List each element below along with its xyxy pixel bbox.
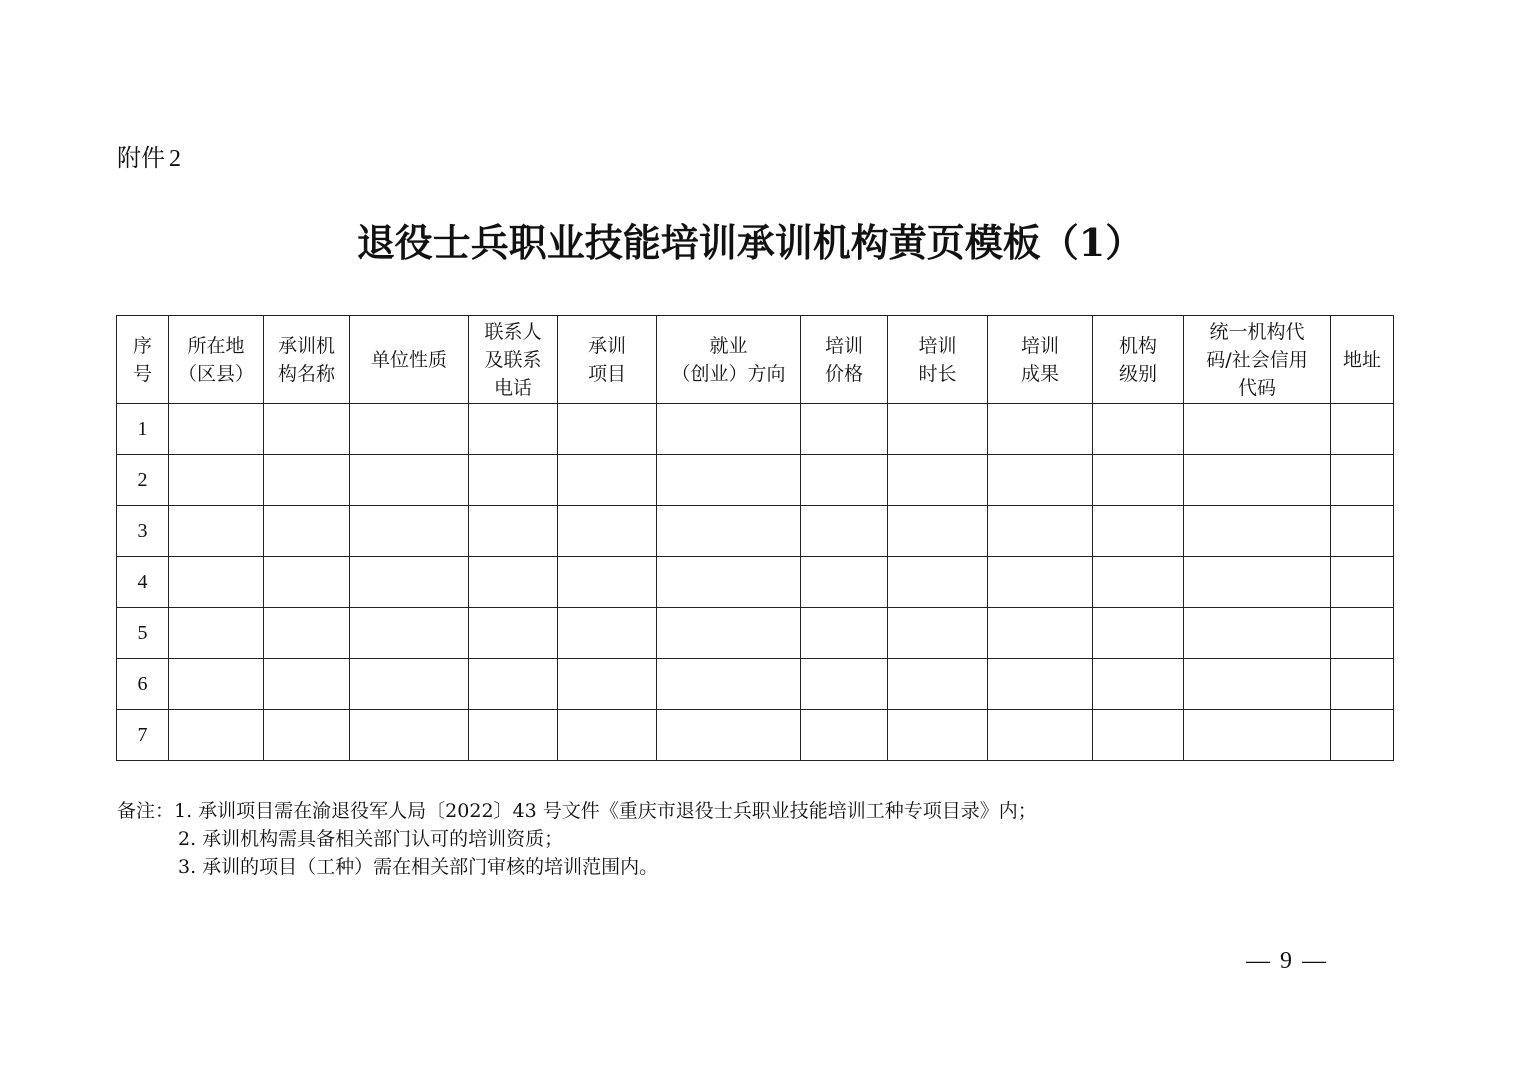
empty-cell	[469, 608, 558, 659]
empty-cell	[469, 455, 558, 506]
row-number-cell: 7	[117, 710, 169, 761]
column-header: 地址	[1331, 316, 1394, 404]
row-number-cell: 5	[117, 608, 169, 659]
document-title: 退役士兵职业技能培训承训机构黄页模板（1）	[356, 220, 1144, 265]
column-header: 培训 成果	[988, 316, 1093, 404]
empty-cell	[888, 404, 988, 455]
empty-cell	[1331, 404, 1394, 455]
empty-cell	[264, 404, 350, 455]
empty-cell	[558, 455, 657, 506]
empty-cell	[264, 710, 350, 761]
table-row	[117, 557, 1394, 608]
empty-cell	[988, 404, 1093, 455]
empty-cell	[264, 608, 350, 659]
yellow-pages-table	[116, 315, 1394, 761]
empty-cell	[350, 659, 469, 710]
column-header: 承训机 构名称	[264, 316, 350, 404]
table-row	[117, 659, 1394, 710]
attachment-number: 2	[169, 146, 181, 172]
empty-cell	[1331, 557, 1394, 608]
empty-cell	[350, 455, 469, 506]
column-header: 统一机构代 码/社会信用 代码	[1184, 316, 1331, 404]
empty-cell	[1093, 404, 1184, 455]
empty-cell	[888, 659, 988, 710]
empty-cell	[988, 557, 1093, 608]
empty-cell	[1093, 710, 1184, 761]
empty-cell	[264, 659, 350, 710]
empty-cell	[888, 455, 988, 506]
empty-cell	[657, 659, 801, 710]
empty-cell	[1184, 506, 1331, 557]
note-line-2	[117, 825, 1037, 853]
row-number-cell: 3	[117, 506, 169, 557]
empty-cell	[988, 455, 1093, 506]
column-header: 联系人 及联系 电话	[469, 316, 558, 404]
empty-cell	[657, 404, 801, 455]
table-row	[117, 608, 1394, 659]
empty-cell	[350, 710, 469, 761]
empty-cell	[988, 659, 1093, 710]
empty-cell	[558, 557, 657, 608]
empty-cell	[988, 710, 1093, 761]
column-header: 培训 价格	[801, 316, 888, 404]
empty-cell	[801, 455, 888, 506]
empty-cell	[469, 659, 558, 710]
empty-cell	[1331, 710, 1394, 761]
notes-section	[117, 797, 1037, 881]
empty-cell	[469, 404, 558, 455]
empty-cell	[1093, 608, 1184, 659]
empty-cell	[1184, 557, 1331, 608]
empty-cell	[558, 506, 657, 557]
empty-cell	[558, 710, 657, 761]
empty-cell	[801, 710, 888, 761]
yellow-pages-table-container	[116, 315, 1394, 761]
empty-cell	[657, 557, 801, 608]
empty-cell	[988, 506, 1093, 557]
empty-cell	[558, 659, 657, 710]
column-header: 单位性质	[350, 316, 469, 404]
empty-cell	[169, 710, 264, 761]
note-line-3	[117, 853, 1037, 881]
empty-cell	[264, 506, 350, 557]
table-row	[117, 455, 1394, 506]
column-header: 培训 时长	[888, 316, 988, 404]
empty-cell	[657, 506, 801, 557]
empty-cell	[169, 608, 264, 659]
empty-cell	[801, 659, 888, 710]
note-item-2: 2. 承训机构需具备相关部门认可的培训资质；	[178, 828, 564, 850]
empty-cell	[169, 506, 264, 557]
empty-cell	[657, 455, 801, 506]
page-number: — 9 —	[1246, 948, 1328, 974]
column-header: 所在地 （区县）	[169, 316, 264, 404]
empty-cell	[558, 608, 657, 659]
empty-cell	[469, 506, 558, 557]
empty-cell	[988, 608, 1093, 659]
empty-cell	[1331, 506, 1394, 557]
column-header: 序 号	[117, 316, 169, 404]
empty-cell	[657, 710, 801, 761]
empty-cell	[801, 506, 888, 557]
attachment-text: 附件	[117, 144, 165, 172]
note-item-1: 1. 承训项目需在渝退役军人局〔2022〕43 号文件《重庆市退役士兵职业技能培训工种专项目录》内；	[174, 800, 1037, 822]
empty-cell	[169, 659, 264, 710]
empty-cell	[169, 557, 264, 608]
empty-cell	[1331, 608, 1394, 659]
empty-cell	[888, 506, 988, 557]
row-number-cell: 2	[117, 455, 169, 506]
empty-cell	[350, 608, 469, 659]
table-row	[117, 506, 1394, 557]
empty-cell	[1184, 455, 1331, 506]
empty-cell	[1093, 455, 1184, 506]
attachment-label	[117, 142, 181, 175]
empty-cell	[1184, 608, 1331, 659]
column-header: 承训 项目	[558, 316, 657, 404]
empty-cell	[1331, 659, 1394, 710]
column-header: 就业 （创业）方向	[657, 316, 801, 404]
empty-cell	[888, 557, 988, 608]
table-body	[117, 404, 1394, 761]
empty-cell	[801, 608, 888, 659]
empty-cell	[558, 404, 657, 455]
empty-cell	[1093, 659, 1184, 710]
empty-cell	[169, 404, 264, 455]
empty-cell	[350, 404, 469, 455]
empty-cell	[888, 710, 988, 761]
empty-cell	[469, 710, 558, 761]
empty-cell	[469, 557, 558, 608]
empty-cell	[888, 608, 988, 659]
empty-cell	[1093, 506, 1184, 557]
note-line-1	[117, 797, 1037, 825]
table-row	[117, 710, 1394, 761]
note-item-3: 3. 承训的项目（工种）需在相关部门审核的培训范围内。	[178, 856, 659, 878]
empty-cell	[657, 608, 801, 659]
row-number-cell: 1	[117, 404, 169, 455]
empty-cell	[350, 506, 469, 557]
empty-cell	[1184, 659, 1331, 710]
column-header: 机构 级别	[1093, 316, 1184, 404]
empty-cell	[801, 557, 888, 608]
notes-prefix: 备注：	[117, 800, 175, 822]
empty-cell	[264, 557, 350, 608]
row-number-cell: 4	[117, 557, 169, 608]
table-header-row	[117, 316, 1394, 404]
empty-cell	[264, 455, 350, 506]
empty-cell	[1184, 404, 1331, 455]
empty-cell	[350, 557, 469, 608]
empty-cell	[1093, 557, 1184, 608]
table-row	[117, 404, 1394, 455]
empty-cell	[1331, 455, 1394, 506]
empty-cell	[1184, 710, 1331, 761]
row-number-cell: 6	[117, 659, 169, 710]
empty-cell	[169, 455, 264, 506]
empty-cell	[801, 404, 888, 455]
